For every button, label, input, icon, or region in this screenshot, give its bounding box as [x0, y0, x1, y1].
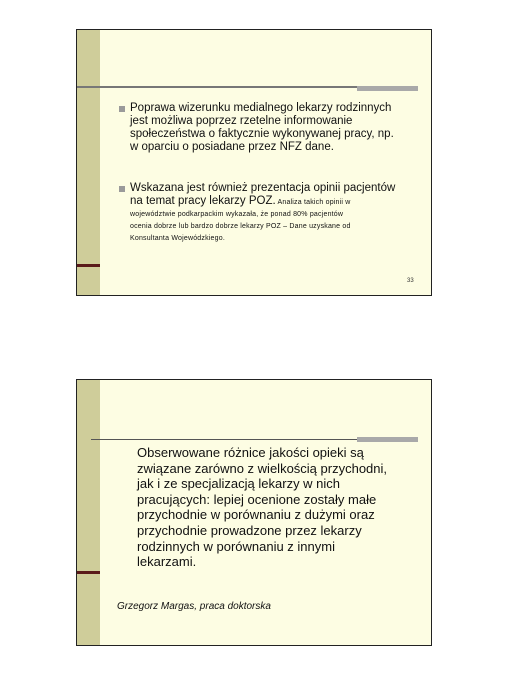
- slide-2: [76, 379, 432, 646]
- slide-1: [76, 29, 432, 296]
- slide-left-band: [77, 380, 100, 645]
- slide-2-body: Obserwowane różnice jakości opieki są związane zarówno z wielkością przychodni, jak i ze specjalizacją lekarzy w nich pracujących: lepiej ocenione zostały małe przychodnie w porównaniu z dużymi oraz przychodnie prowadzone przez lekarzy rodzinnych w porównaniu z innymi lekarzami.: [137, 445, 388, 570]
- slide-left-band: [77, 30, 100, 295]
- bullet-text-1: Poprawa wizerunku medialnego lekarzy rodzinnych jest możliwa poprzez rzetelne informowanie społeczeństwa o faktycznie wykonywanej pracy, np. w oparciu o posiadane przez NFZ dane.: [130, 102, 394, 153]
- bullet-icon: [119, 106, 125, 112]
- slide-number: 33: [407, 278, 414, 284]
- title-accent-bar: [357, 437, 418, 442]
- band-mark: [77, 264, 100, 267]
- band-mark: [77, 571, 100, 574]
- title-accent-bar: [357, 86, 418, 91]
- citation: Grzegorz Margas, praca doktorska: [117, 601, 271, 612]
- bullet-icon: [119, 186, 125, 192]
- bullet-text-2: Wskazana jest również prezentacja opinii pacjentów na temat pracy lekarzy POZ. Analiza takich opinii w województwie podkarpackim wykazała, że ponad 80% pacjentów ocenia dobrze lub bardzo dobrze lekarzy POZ – Dane uzyskane od Konsultanta Wojewódzkiego.: [130, 182, 396, 242]
